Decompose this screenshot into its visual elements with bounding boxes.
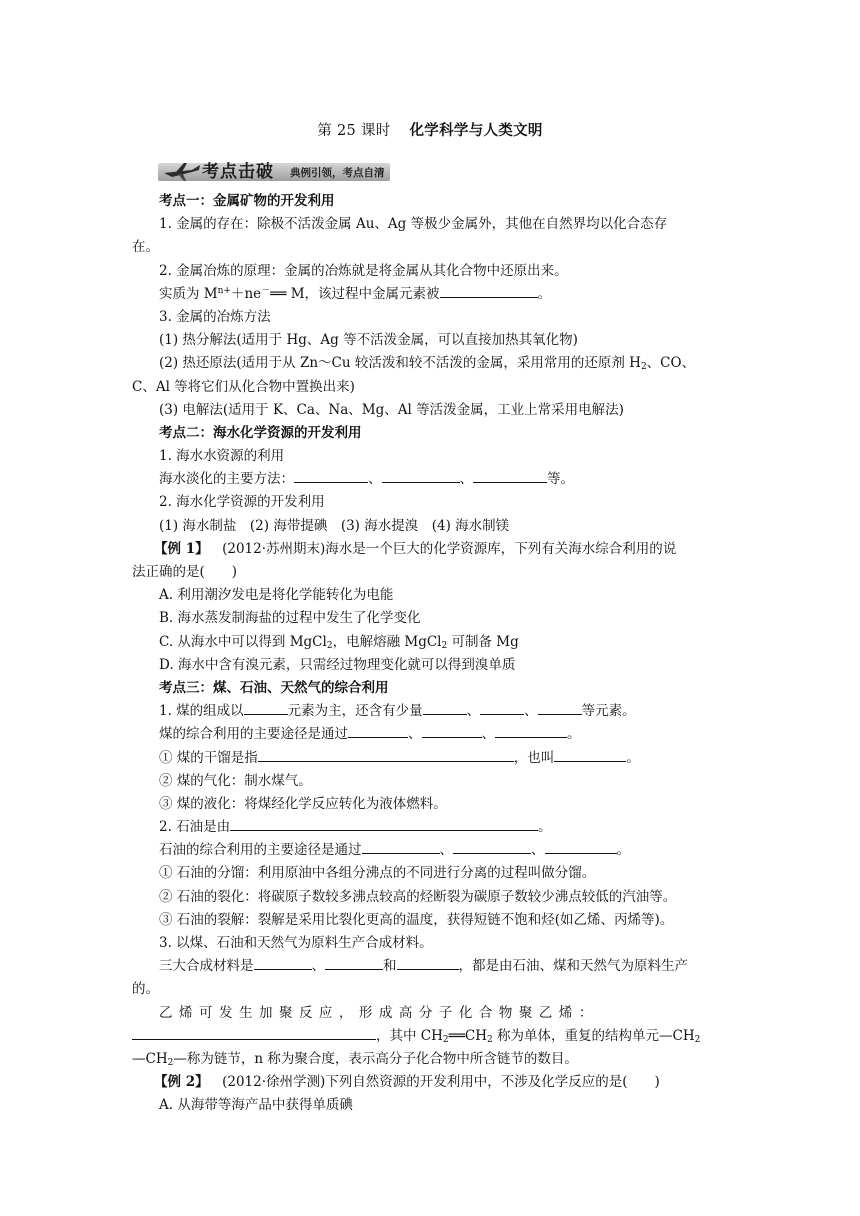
paragraph: 1. 海水水资源的利用 xyxy=(159,448,285,465)
fill-blank[interactable] xyxy=(254,955,312,970)
text: 。 xyxy=(538,819,552,836)
text: (2) 热还原法(适用于从 Zn～Cu 较活泼和较不活泼的金属，采用常用的还原剂 H xyxy=(159,355,641,372)
banner-subtitle: 典例引领，考点自清 xyxy=(290,167,385,179)
section-heading-3: 考点三：煤、石油、天然气的综合利用 xyxy=(159,679,389,696)
paragraph: 法正确的是( ) xyxy=(132,564,238,580)
fill-blank[interactable] xyxy=(480,700,524,715)
paragraph: 在。 xyxy=(132,239,159,256)
paragraph xyxy=(132,839,736,862)
fill-blank[interactable] xyxy=(294,468,368,483)
paragraph xyxy=(132,468,736,491)
text: (2012·苏州期末)海水是一个巨大的化学资源库，下列有关海水综合利用的说 xyxy=(222,540,677,557)
text: ，也叫 xyxy=(513,749,555,766)
paragraph xyxy=(132,1025,736,1048)
example-tag: 【例 2】 xyxy=(154,1074,209,1091)
fill-blank[interactable] xyxy=(244,700,288,715)
airplane-icon xyxy=(162,157,202,183)
text: 可制备 Mg xyxy=(447,633,519,650)
text: 、 xyxy=(531,842,545,859)
fill-blank[interactable] xyxy=(230,816,538,831)
text: ══ M，该过程中金属元素被 xyxy=(270,285,440,302)
text: 等。 xyxy=(547,471,574,488)
paragraph: 2. 金属冶炼的原理：金属的冶炼就是将金属从其化合物中还原出来。 xyxy=(159,262,568,279)
section-banner xyxy=(158,156,398,186)
text: 。 xyxy=(626,749,640,766)
text: 元素为主，还含有少量 xyxy=(287,703,423,720)
text: ＋ne xyxy=(230,285,262,302)
text: 石油的综合利用的主要途径是通过 xyxy=(159,842,362,859)
text: ══CH xyxy=(448,1027,487,1044)
paragraph: ② 石油的裂化：将碳原子数较多沸点较高的烃断裂为碳原子数较少沸点较低的汽油等。 xyxy=(159,888,677,905)
option-d: D. 海水中含有溴元素，只需经过物理变化就可以得到溴单质 xyxy=(159,656,516,673)
paragraph xyxy=(132,747,736,770)
superscript: － xyxy=(261,285,271,296)
paragraph: 乙 烯 可 发 生 加 聚 反 应 ， 形 成 高 分 子 化 合 物 聚 乙 烯 ： xyxy=(159,1004,594,1021)
paragraph: ② 煤的气化：制水煤气。 xyxy=(159,772,312,789)
subscript: 2 xyxy=(487,1034,493,1045)
paragraph: C、Al 等将它们从化合物中置换出来) xyxy=(132,378,355,395)
paragraph: ③ 煤的液化：将煤经化学反应转化为液体燃料。 xyxy=(159,795,447,812)
text: 称为单体，重复的结构单元—CH xyxy=(492,1027,695,1044)
option-c xyxy=(132,631,736,654)
paragraph: 3. 以煤、石油和天然气为原料生产合成材料。 xyxy=(159,935,433,951)
option-a: A. 从海带等海产品中获得单质碘 xyxy=(159,1097,353,1114)
paragraph xyxy=(132,816,736,839)
text: ，电解熔融 MgCl xyxy=(332,633,442,650)
fill-blank[interactable] xyxy=(397,955,459,970)
text: 实质为 M xyxy=(159,285,218,302)
lesson-number: 第 25 课时 xyxy=(317,123,391,139)
subscript: 2 xyxy=(167,1057,174,1068)
section-heading-2: 考点二：海水化学资源的开发利用 xyxy=(159,424,362,441)
document-body xyxy=(132,190,736,1118)
fill-blank[interactable] xyxy=(538,700,582,715)
fill-blank[interactable] xyxy=(382,468,460,483)
paragraph: ① 石油的分馏：利用原油中各组分沸点的不同进行分离的过程叫做分馏。 xyxy=(159,865,596,882)
text: 。 xyxy=(616,842,630,859)
fill-blank[interactable] xyxy=(545,839,617,854)
fill-blank[interactable] xyxy=(325,955,383,970)
subscript: 2 xyxy=(442,1034,449,1045)
fill-blank[interactable] xyxy=(495,723,567,738)
text: 三大合成材料是 xyxy=(159,958,254,975)
text: 、 xyxy=(368,471,382,488)
banner-title: 考点击破 xyxy=(202,162,274,182)
text: 、 xyxy=(311,958,325,975)
text: 2. 石油是由 xyxy=(159,819,231,836)
example-1 xyxy=(132,538,736,561)
fill-blank[interactable] xyxy=(132,1025,376,1040)
paragraph xyxy=(132,723,736,746)
text: —称为链节，n 称为聚合度，表示高分子化合物中所含链节的数目。 xyxy=(173,1050,578,1067)
text: C. 从海水中可以得到 MgCl xyxy=(159,633,327,650)
paragraph xyxy=(132,955,736,978)
subscript: 2 xyxy=(441,640,448,651)
text: 海水淡化的主要方法： xyxy=(159,471,294,488)
paragraph xyxy=(132,283,736,306)
fill-blank[interactable] xyxy=(473,468,547,483)
subscript: 2 xyxy=(326,640,333,651)
text: ① 煤的干馏是指 xyxy=(159,749,258,766)
text: 、 xyxy=(439,842,453,859)
paragraph xyxy=(132,352,736,375)
paragraph: ③ 石油的裂解：裂解是采用比裂化更高的温度，获得短链不饱和烃(如乙烯、丙烯等)。 xyxy=(159,911,674,928)
paragraph: (1) 热分解法(适用于 Hg、Ag 等不活泼金属，可以直接加热其氧化物) xyxy=(159,332,578,349)
fill-blank[interactable] xyxy=(423,700,467,715)
text: 煤的综合利用的主要途径是通过 xyxy=(159,726,348,743)
text: 、 xyxy=(481,726,495,743)
text: 、 xyxy=(466,703,481,720)
page-title xyxy=(0,119,860,140)
fill-blank[interactable] xyxy=(440,283,538,298)
section-heading-1: 考点一：金属矿物的开发利用 xyxy=(159,193,335,209)
text: 和 xyxy=(383,958,397,975)
text: 等元素。 xyxy=(581,703,636,720)
subscript: 2 xyxy=(640,362,647,373)
text: 。 xyxy=(567,726,581,743)
text: —CH xyxy=(132,1050,168,1067)
text: 、CO、 xyxy=(646,355,696,372)
option-b: B. 海水蒸发制海盐的过程中发生了化学变化 xyxy=(159,610,421,627)
paragraph: (3) 电解法(适用于 K、Ca、Na、Mg、Al 等活泼金属，工业上常采用电解法) xyxy=(159,401,624,418)
subscript: 2 xyxy=(694,1034,701,1045)
paragraph: 3. 金属的冶炼方法 xyxy=(159,308,271,325)
text: ，都是由石油、煤和天然气为原料生产 xyxy=(458,958,688,975)
fill-blank[interactable] xyxy=(453,839,531,854)
text: (2012·徐州学测)下列自然资源的开发利用中，不涉及化学反应的是( ) xyxy=(222,1074,660,1091)
text: 1. 煤的组成以 xyxy=(159,703,244,720)
text: ，其中 CH xyxy=(376,1027,443,1044)
fill-blank[interactable] xyxy=(362,839,440,854)
paragraph: 的。 xyxy=(132,981,159,998)
paragraph xyxy=(132,1048,736,1071)
paragraph: 1. 金属的存在：除极不活泼金属 Au、Ag 等极少金属外，其他在自然界均以化合态存 xyxy=(159,216,668,233)
superscript: n+ xyxy=(217,285,231,296)
fill-blank[interactable] xyxy=(258,747,514,762)
text: 、 xyxy=(459,471,473,488)
text: 、 xyxy=(408,726,422,743)
text: 、 xyxy=(524,703,538,720)
example-2 xyxy=(132,1071,736,1094)
paragraph: (1) 海水制盐 (2) 海带提碘 (3) 海水提溴 (4) 海水制镁 xyxy=(159,517,510,534)
text: 。 xyxy=(537,285,552,302)
fill-blank[interactable] xyxy=(348,723,408,738)
paragraph: 2. 海水化学资源的开发利用 xyxy=(159,494,325,511)
option-a: A. 利用潮汐发电是将化学能转化为电能 xyxy=(159,587,394,604)
paragraph xyxy=(132,700,736,723)
example-tag: 【例 1】 xyxy=(154,540,209,557)
lesson-title: 化学科学与人类文明 xyxy=(409,122,543,139)
fill-blank[interactable] xyxy=(554,747,626,762)
fill-blank[interactable] xyxy=(422,723,482,738)
